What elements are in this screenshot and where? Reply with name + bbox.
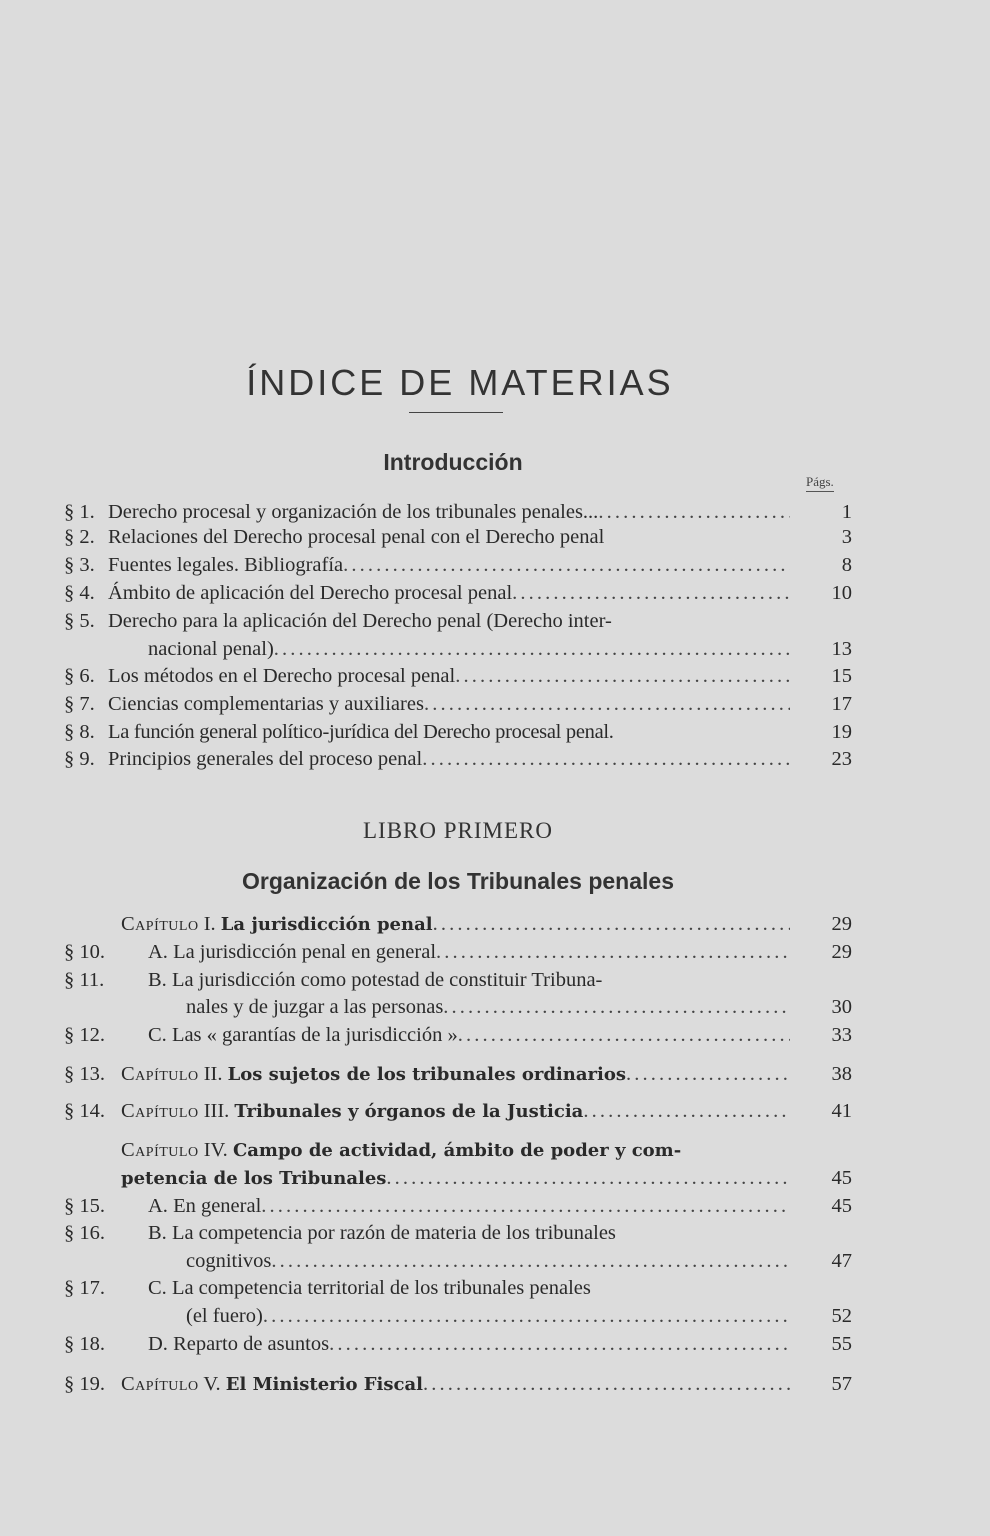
page-number: 30 [831, 996, 852, 1018]
entry-text: (el fuero) [186, 1305, 263, 1327]
intro-heading: Introducción [383, 449, 523, 475]
page-number: 23 [831, 748, 852, 770]
chapter-title: petencia de los Tribunales [121, 1168, 387, 1189]
entry-letter: A. [148, 941, 168, 963]
page-title: ÍNDICE DE MATERIAS [246, 362, 674, 403]
chapter-label: Capítulo [121, 1139, 199, 1161]
chapter-title: Campo de actividad, ámbito de poder y com- [232, 1140, 682, 1161]
entry-text: La jurisdicción penal en general [173, 941, 437, 963]
entry-letter: C. [148, 1024, 167, 1046]
section-number: § 17. [64, 1277, 105, 1299]
entry-text: Ámbito de aplicación del Derecho procesal penal [108, 582, 513, 604]
section-number: § 9. [64, 748, 95, 770]
chapter-label: Capítulo [121, 1373, 199, 1395]
section-number: § 18. [64, 1333, 105, 1355]
section-number: § 10. [64, 941, 105, 963]
page-number: 15 [831, 665, 852, 687]
chapter-title: Los sujetos de los tribunales ordinarios [227, 1064, 626, 1085]
title-rule [409, 412, 503, 413]
entry-text: Ciencias complementarias y auxiliares [108, 693, 424, 715]
section-number: § 12. [64, 1024, 105, 1046]
entry-text: Fuentes legales. Bibliografía [108, 554, 344, 576]
chapter-number: I. [203, 913, 216, 935]
section-number: § 11. [64, 969, 105, 991]
entry-text: La función general político-jurídica del Derecho procesal penal. [108, 721, 614, 743]
chapter-title: Tribunales y órganos de la Justicia [234, 1101, 584, 1122]
chapter-number: III. [203, 1100, 230, 1122]
page-number: 29 [831, 941, 852, 963]
part-heading: Organización de los Tribunales penales [241, 868, 674, 894]
entry-text: La jurisdicción como potestad de constituir Tribuna- [171, 969, 603, 991]
section-number: § 16. [64, 1222, 105, 1244]
book-heading: LIBRO PRIMERO [363, 818, 553, 843]
section-number: § 15. [64, 1195, 105, 1217]
entry-text: Derecho procesal y organización de los tribunales penales... [108, 501, 599, 523]
page-number: 1 [841, 501, 852, 523]
section-number: § 4. [64, 582, 95, 604]
entry-letter: A. [148, 1195, 168, 1217]
entry-text: Derecho para la aplicación del Derecho penal (Derecho inter- [108, 610, 612, 632]
page-number: 38 [831, 1063, 852, 1085]
page-number: 41 [831, 1100, 852, 1122]
entry-letter: B. [148, 1222, 167, 1244]
entry-text: nales y de juzgar a las personas [186, 996, 444, 1018]
entry-text: La competencia por razón de materia de los tribunales [171, 1222, 616, 1244]
page-number: 8 [841, 554, 852, 576]
page-number: 55 [831, 1333, 852, 1355]
section-number: § 1. [64, 501, 95, 523]
entry-text: Reparto de asuntos [173, 1333, 330, 1355]
page-number: 45 [831, 1195, 852, 1217]
page-number: 45 [831, 1167, 852, 1189]
page-number: 10 [831, 582, 852, 604]
page-number: 57 [831, 1373, 852, 1395]
chapter-title: El Ministerio Fiscal [225, 1374, 423, 1395]
section-number: § 2. [64, 526, 95, 548]
page-number: 29 [831, 913, 852, 935]
entry-text: La competencia territorial de los tribunales penales [171, 1277, 591, 1299]
chapter-number: IV. [203, 1139, 228, 1161]
chapter-number: V. [203, 1373, 221, 1395]
entry-text: nacional penal) [148, 638, 274, 660]
page-number: 52 [831, 1305, 852, 1327]
entry-text: cognitivos [186, 1250, 272, 1272]
chapter-label: Capítulo [121, 1100, 199, 1122]
entry-text: Relaciones del Derecho procesal penal con el Derecho penal [108, 526, 605, 548]
entry-text: Principios generales del proceso penal [108, 748, 423, 770]
section-number: § 13. [64, 1063, 105, 1085]
chapter-label: Capítulo [121, 913, 199, 935]
section-number: § 7. [64, 693, 95, 715]
page-number: 33 [831, 1024, 852, 1046]
section-number: § 8. [64, 721, 95, 743]
chapter-number: II. [203, 1063, 223, 1085]
chapter-title: La jurisdicción penal [220, 914, 433, 935]
section-number: § 14. [64, 1100, 105, 1122]
section-number: § 6. [64, 665, 95, 687]
section-number: § 5. [64, 610, 95, 632]
entry-letter: C. [148, 1277, 167, 1299]
entry-text: Las « garantías de la jurisdicción » [171, 1024, 458, 1046]
entry-text: Los métodos en el Derecho procesal penal [108, 665, 456, 687]
page-number: 17 [831, 693, 852, 715]
page-number: 13 [831, 638, 852, 660]
section-number: § 3. [64, 554, 95, 576]
section-number: § 19. [64, 1373, 105, 1395]
page-number: 47 [831, 1250, 852, 1272]
entry-letter: B. [148, 969, 167, 991]
pages-column-label: Págs. [806, 474, 834, 492]
entry-letter: D. [148, 1333, 168, 1355]
entry-text: En general [173, 1195, 262, 1217]
page-number: 3 [841, 526, 852, 548]
chapter-label: Capítulo [121, 1063, 199, 1085]
page-number: 19 [831, 721, 852, 743]
